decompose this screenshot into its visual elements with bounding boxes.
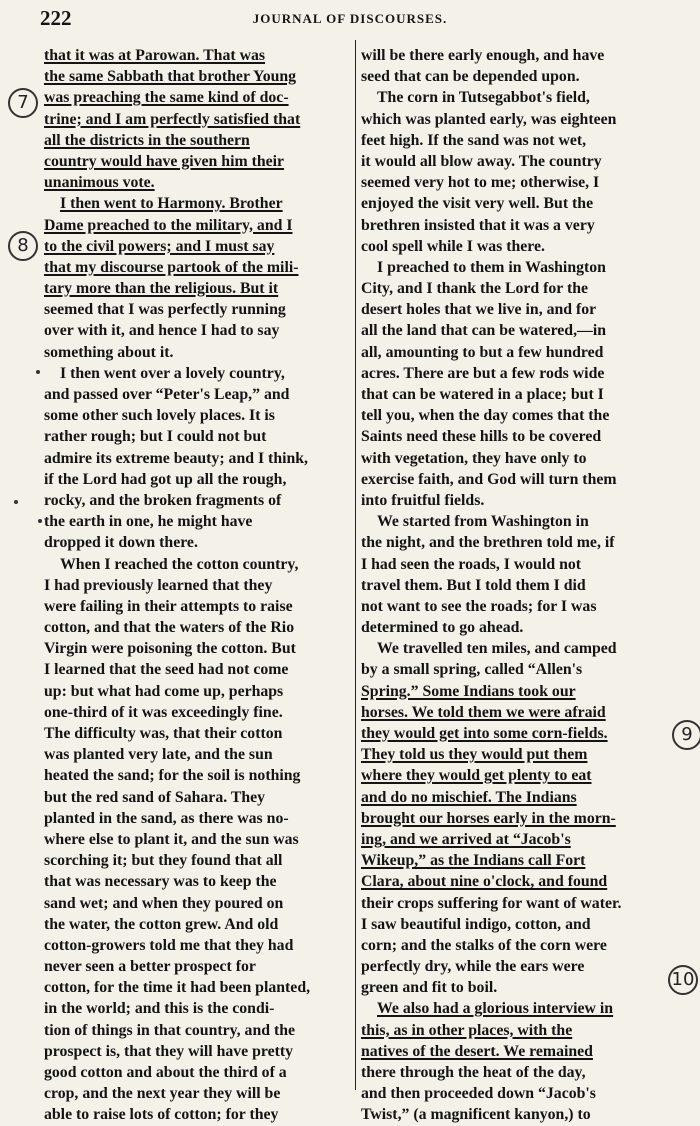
text-line: dropped it down there. xyxy=(44,534,198,552)
text-line: there through the heat of the day, xyxy=(361,1064,586,1081)
text-line: up: but what had come up, perhaps xyxy=(44,682,284,700)
text-line: never seen a better prospect for xyxy=(44,958,256,976)
text-line: they would get into some corn-fields. xyxy=(361,725,608,742)
text-line: The difficulty was, that their cotton xyxy=(44,725,283,742)
text-line: I learned that the seed had not come xyxy=(44,661,289,679)
text-line: over with it, and hence I had to say xyxy=(44,322,280,340)
text-line: into fruitful fields. xyxy=(361,491,485,509)
text-line: their crops suffering for want of water. xyxy=(361,894,622,912)
text-line: I had seen the roads, I would not xyxy=(361,555,582,573)
text-line: were failing in their attempts to raise xyxy=(44,597,293,615)
text-line: country would have given him their xyxy=(44,152,285,170)
text-line: it would all blow away. The country xyxy=(361,152,602,170)
text-line: by a small spring, called “Allen's xyxy=(361,661,583,679)
text-line: this, as in other places, with the xyxy=(361,1021,573,1039)
text-line: seed that can be depended upon. xyxy=(361,68,580,86)
text-line: We travelled ten miles, and camped xyxy=(377,640,617,658)
text-line: Twist,” (a magnificent kanyon,) to xyxy=(361,1106,591,1124)
text-line: the water, the cotton grew. And old xyxy=(44,915,279,933)
text-line: cotton-growers told me that they had xyxy=(44,936,294,954)
text-line: cotton, and that the waters of the Rio xyxy=(44,619,295,637)
text-line: We also had a glorious interview in xyxy=(377,1000,614,1018)
text-line: seemed that I was perfectly running xyxy=(44,301,286,319)
text-line: was planted very late, and the sun xyxy=(44,746,273,764)
page-number: 222 xyxy=(40,6,72,30)
text-line: if the Lord had got up all the rough, xyxy=(44,470,287,488)
pencil-dot xyxy=(36,370,40,374)
text-line: planted in the sand, as there was no- xyxy=(44,809,289,827)
text-line: Saints need these hills to be covered xyxy=(361,428,602,446)
text-line: that it was at Parowan. That was xyxy=(44,47,266,64)
text-line: I then went over a lovely country, xyxy=(60,364,285,382)
text-line: horses. We told them we were afraid xyxy=(361,703,606,721)
text-line: that was necessary was to keep the xyxy=(44,873,277,891)
text-line: scorching it; but they found that all xyxy=(44,852,283,870)
text-line: corn; and the stalks of the corn were xyxy=(361,936,607,954)
text-line: ing, and we arrived at “Jacob's xyxy=(361,830,571,848)
text-line: acres. There are but a few rods wide xyxy=(361,364,605,382)
text-line: enjoyed the visit very well. But the xyxy=(361,195,594,213)
text-line: all the districts in the southern xyxy=(44,131,250,149)
text-line: I then went to Harmony. Brother xyxy=(60,195,283,213)
text-line: to the civil powers; and I must say xyxy=(44,237,275,255)
text-line: some other such lovely places. It is xyxy=(44,407,275,425)
margin-note-9: 9 xyxy=(672,720,700,750)
text-line: cotton, for the time it had been planted, xyxy=(44,979,311,997)
text-line: tary more than the religious. But it xyxy=(44,280,279,298)
text-line: I had previously learned that they xyxy=(44,576,273,594)
text-line: City, and I thank the Lord for the xyxy=(361,280,589,298)
text-line: where else to plant it, and the sun was xyxy=(44,830,299,848)
pencil-dot xyxy=(14,500,18,504)
text-line: They told us they would put them xyxy=(361,746,588,764)
text-line: determined to go ahead. xyxy=(361,619,524,637)
text-line: Wikeup,” as the Indians call Fort xyxy=(361,852,586,870)
text-line: something about it. xyxy=(44,343,174,361)
text-line: Spring.” Some Indians took our xyxy=(361,682,576,700)
text-line: The corn in Tutsegabbot's field, xyxy=(377,89,590,107)
text-line: with vegetation, they have only to xyxy=(361,449,587,467)
text-line: one-third of it was exceedingly fine. xyxy=(44,703,283,721)
text-line: heated the sand; for the soil is nothing xyxy=(44,767,301,785)
text-line: rocky, and the broken fragments of xyxy=(44,491,282,509)
text-line: cool spell while I was there. xyxy=(361,237,545,255)
text-line: natives of the desert. We remained xyxy=(361,1042,593,1060)
column-divider xyxy=(355,40,356,1090)
text-line: the earth in one, he might have xyxy=(44,513,253,531)
text-line: Virgin were poisoning the cotton. But xyxy=(44,640,296,658)
text-line: the same Sabbath that brother Young xyxy=(44,68,297,86)
running-title: JOURNAL OF DISCOURSES. xyxy=(252,11,448,26)
margin-note-8: 8 xyxy=(8,231,38,261)
text-line: in the world; and this is the condi- xyxy=(44,1000,275,1018)
text-line: When I reached the cotton country, xyxy=(60,555,299,573)
text-line: was preaching the same kind of doc- xyxy=(44,89,289,107)
margin-note-7: 7 xyxy=(8,88,38,118)
text-line: all, amounting to but a few hundred xyxy=(361,343,604,361)
text-line: the night, and the brethren told me, if xyxy=(361,534,615,552)
text-line: and do no mischief. The Indians xyxy=(361,788,577,806)
text-line: green and fit to boil. xyxy=(361,979,498,997)
text-line: not want to see the roads; for I was xyxy=(361,597,597,615)
text-line: that my discourse partook of the mili- xyxy=(44,258,299,276)
margin-note-10: 10 xyxy=(668,965,698,995)
text-line: trine; and I am perfectly satisfied that xyxy=(44,110,301,128)
text-line: tion of things in that country, and the xyxy=(44,1021,296,1039)
left-column xyxy=(44,45,350,1126)
text-line: Clara, about nine o'clock, and found xyxy=(361,873,608,891)
text-line: all the land that can be watered,—in xyxy=(361,322,607,340)
text-line: that can be watered in a place; but I xyxy=(361,386,604,403)
text-line: We started from Washington in xyxy=(377,513,589,531)
text-line: able to raise lots of cotton; for they xyxy=(44,1106,279,1124)
text-line: exercise faith, and God will turn them xyxy=(361,470,617,488)
text-line: I saw beautiful indigo, cotton, and xyxy=(361,915,591,933)
text-line: travel them. But I told them I did xyxy=(361,576,586,594)
pencil-dot xyxy=(38,519,42,523)
text-line: brethren insisted that it was a very xyxy=(361,216,595,234)
text-line: crop, and the next year they will be xyxy=(44,1085,281,1103)
right-column xyxy=(361,45,667,1126)
text-line: rather rough; but I could not but xyxy=(44,428,267,446)
text-line: tell you, when the day comes that the xyxy=(361,407,610,425)
text-line: perfectly dry, while the ears were xyxy=(361,958,585,976)
text-line: Dame preached to the military, and I xyxy=(44,216,293,234)
text-line: will be there early enough, and have xyxy=(361,47,605,64)
text-line: sand wet; and when they poured on xyxy=(44,894,284,912)
text-line: seemed very hot to me; otherwise, I xyxy=(361,174,600,192)
text-line: prospect is, that they will have pretty xyxy=(44,1042,294,1060)
text-line: but the red sand of Sahara. They xyxy=(44,788,266,806)
text-line: brought our horses early in the morn- xyxy=(361,809,616,827)
text-line: good cotton and about the third of a xyxy=(44,1064,287,1081)
text-line: I preached to them in Washington xyxy=(377,258,606,276)
text-line: admire its extreme beauty; and I think, xyxy=(44,449,309,467)
text-line: and then proceeded down “Jacob's xyxy=(361,1085,596,1103)
text-line: which was planted early, was eighteen xyxy=(361,110,617,128)
text-line: and passed over “Peter's Leap,” and xyxy=(44,386,290,403)
text-line: desert holes that we live in, and for xyxy=(361,301,597,319)
text-line: where they would get plenty to eat xyxy=(361,767,592,785)
page-header xyxy=(40,6,660,30)
text-line: unanimous vote. xyxy=(44,174,155,192)
text-line: feet high. If the sand was not wet, xyxy=(361,131,587,149)
